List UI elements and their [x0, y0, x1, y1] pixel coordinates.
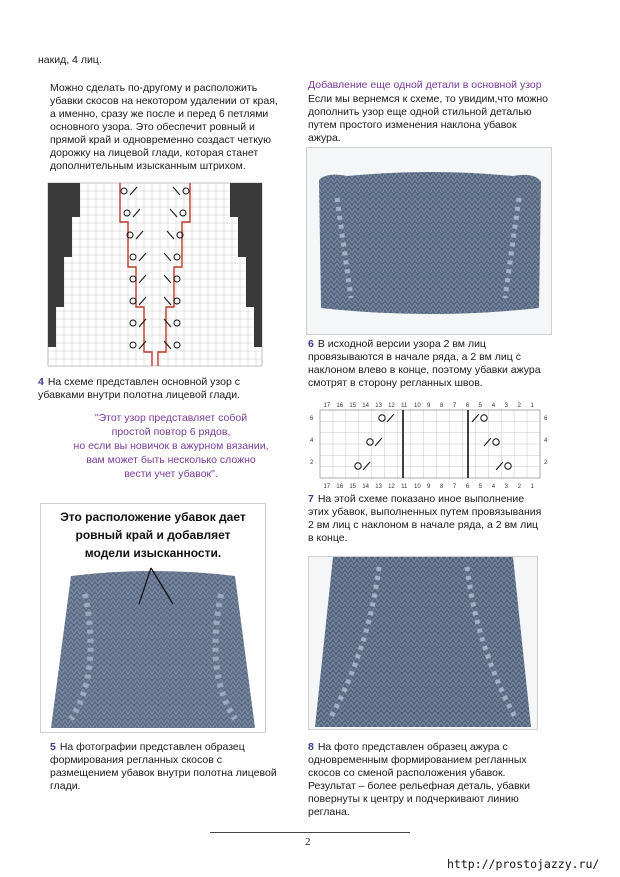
fig7-line: На этой схеме показано иное выполнение — [317, 493, 525, 505]
column-label-top: 17 — [323, 403, 331, 409]
page-number: 2 — [305, 836, 311, 848]
row-label-left: 2 — [310, 460, 314, 466]
decrease-symbol — [484, 438, 491, 446]
column-label-top: 3 — [504, 403, 508, 409]
column-label-top: 14 — [362, 403, 369, 409]
decrease-symbol — [387, 414, 394, 422]
pull-quote — [50, 411, 292, 481]
fig5-caption — [50, 741, 300, 793]
fig6-line: провязываются в начале ряда, а 2 вм лиц с — [308, 351, 521, 363]
source-url[interactable]: http://prostojazzy.ru/ — [447, 857, 600, 871]
column-label-bottom: 6 — [465, 484, 470, 490]
fig8-number: 8 — [308, 741, 314, 753]
footer-rule — [210, 832, 410, 833]
column-label-bottom: 12 — [388, 484, 395, 490]
fig4-line1: На схеме представлен основной узор с — [47, 376, 240, 388]
column-label-bottom: 8 — [439, 484, 444, 490]
decrease-symbol — [363, 462, 370, 470]
column-label-top: 12 — [388, 403, 395, 409]
knit-swatch-8 — [309, 557, 537, 729]
row-label-right: 6 — [544, 416, 548, 422]
fig6-line: наклоном влево в конце, поэтому убавки ажура — [308, 364, 541, 376]
section-heading: Добавление еще одной детали в основной узор — [308, 79, 542, 91]
rp-line: Если мы вернемся к схеме, то увидим,что можно — [308, 93, 548, 105]
column-label-top: 1 — [530, 403, 534, 409]
row-label-right: 2 — [544, 460, 548, 466]
p1-line: дополнительным изысканным штрихом. — [50, 160, 246, 172]
fig8-line: реглана. — [308, 806, 350, 818]
knit-swatch-6 — [307, 148, 551, 334]
column-label-top: 6 — [465, 403, 470, 409]
yarn-over-symbol — [481, 415, 487, 421]
column-label-bottom: 13 — [375, 484, 382, 490]
yarn-over-symbol — [493, 439, 499, 445]
column-label-bottom: 15 — [349, 484, 357, 490]
lace-chart-alt — [308, 400, 560, 492]
fig6-line: смотрят в сторону регланных швов. — [308, 377, 483, 389]
column-label-top: 16 — [336, 403, 344, 409]
intro-tail: накид, 4 лиц. — [38, 54, 102, 66]
column-label-bottom: 17 — [323, 484, 331, 490]
knit-swatch-5 — [41, 504, 265, 732]
column-label-top: 8 — [439, 403, 444, 409]
p1-line: основного узора. Это обеспечит ровный и — [50, 121, 255, 133]
column-label-top: 5 — [478, 403, 483, 409]
yarn-over-symbol — [367, 439, 373, 445]
fig5-line: На фотографии представлен образец — [59, 741, 245, 753]
yarn-over-symbol — [379, 415, 385, 421]
rp-line: дополнить узор еще одной стильной деталью — [308, 106, 532, 118]
fig7-line: в конце. — [308, 532, 348, 544]
quote-line: "Этот узор представляет собой — [94, 412, 248, 424]
column-label-top: 10 — [414, 403, 421, 409]
p1-line: Можно сделать по-другому и расположить — [50, 82, 258, 94]
column-label-bottom: 9 — [427, 484, 431, 490]
fig8-line: одновременным формированием регланных — [308, 754, 527, 766]
fig8-line: Результат – более рельефная деталь, убавки — [308, 780, 531, 792]
column-label-top: 2 — [517, 403, 521, 409]
column-label-top: 9 — [427, 403, 431, 409]
fig4-number: 4 — [38, 376, 44, 388]
p1-line: а именно, сразу же после и перед 6 петлями — [50, 108, 269, 120]
fig5-line: формирования регланных скосов с — [50, 754, 222, 766]
quote-line: но если вы новичок в ажурном вязании, — [73, 440, 269, 452]
quote-line: простой повтор 6 рядов, — [111, 426, 231, 438]
column-label-top: 7 — [452, 403, 457, 409]
yarn-over-symbol — [355, 463, 361, 469]
lace-chart-main — [40, 177, 272, 372]
right-paragraph — [308, 93, 578, 145]
column-label-bottom: 1 — [530, 484, 534, 490]
rp-line: ажура. — [308, 132, 341, 144]
fig4-line2: убавками внутри полотна лицевой глади. — [38, 389, 241, 401]
fig6-caption — [308, 338, 588, 390]
column-label-bottom: 10 — [414, 484, 421, 490]
photo-6-frame — [306, 147, 552, 335]
row-label-left: 6 — [310, 416, 314, 422]
fig6-line: В исходной версии узора 2 вм лиц — [317, 338, 486, 350]
fig7-caption — [308, 493, 588, 545]
column-label-bottom: 2 — [517, 484, 521, 490]
fig8-caption — [308, 741, 578, 819]
column-label-bottom: 11 — [401, 484, 408, 490]
fig7-line: этих убавок, выполненных путем провязывания — [308, 506, 542, 518]
decrease-symbol — [496, 462, 503, 470]
column-label-bottom: 5 — [478, 484, 483, 490]
column-label-top: 4 — [491, 403, 496, 409]
fig5-line: глади. — [50, 780, 81, 792]
fig7-number: 7 — [308, 493, 314, 505]
callout-line: ровный край и добавляет — [75, 528, 231, 542]
fig4-caption — [38, 376, 288, 402]
photo-5-frame — [40, 503, 266, 733]
fig7-line: 2 вм лиц с наклоном в начале ряда, а 2 вм лиц — [308, 519, 539, 531]
column-label-bottom: 16 — [336, 484, 344, 490]
callout-line: модели изысканности. — [84, 546, 222, 560]
column-label-top: 11 — [401, 403, 408, 409]
decrease-symbol — [472, 414, 479, 422]
decrease-symbol — [375, 438, 382, 446]
column-label-bottom: 3 — [504, 484, 508, 490]
column-label-top: 15 — [349, 403, 357, 409]
fig8-line: повернуты к центру и подчеркивают линию — [308, 793, 519, 805]
p1-line: прямой край и одновременно создаст четкую — [50, 134, 272, 146]
row-label-right: 4 — [544, 438, 548, 444]
fig5-number: 5 — [50, 741, 56, 753]
fig6-number: 6 — [308, 338, 314, 350]
column-label-bottom: 14 — [362, 484, 369, 490]
p1-line: убавки скосов на некотором удалении от края, — [50, 95, 278, 107]
rp-line: путем простого изменения наклона убавок — [308, 119, 517, 131]
yarn-over-symbol — [505, 463, 511, 469]
column-label-top: 13 — [375, 403, 382, 409]
quote-line: вам может быть несколько сложно — [86, 454, 256, 466]
photo-8-frame — [308, 556, 538, 730]
paragraph-1 — [50, 82, 290, 173]
quote-line: вести учет убавок". — [124, 468, 218, 480]
p1-line: дорожку на лицевой глади, которая станет — [50, 147, 259, 159]
row-label-left: 4 — [310, 438, 314, 444]
column-label-bottom: 4 — [491, 484, 496, 490]
fig8-line: На фото представлен образец ажура с — [317, 741, 508, 753]
fig5-line: размещением убавок внутри полотна лицевой — [50, 767, 277, 779]
callout-line: Это расположение убавок дает — [60, 510, 246, 524]
column-label-bottom: 7 — [452, 484, 457, 490]
fig8-line: скосов со сменой расположения убавок. — [308, 767, 506, 779]
